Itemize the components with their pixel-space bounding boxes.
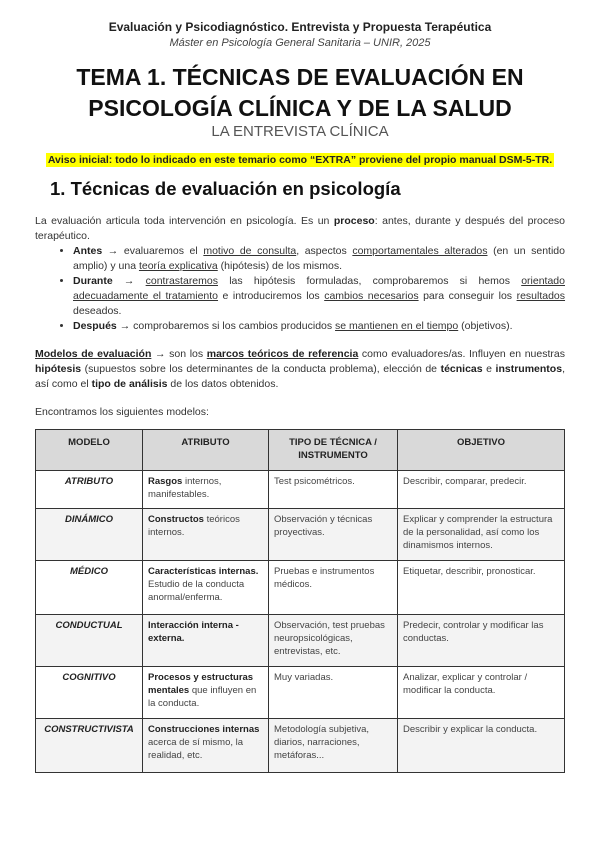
cell-tecnica: Pruebas e instrumentos médicos.	[269, 561, 398, 615]
cell-atributo: Construcciones internas acerca de sí mismo, la realidad, etc.	[143, 719, 269, 773]
column-header: OBJETIVO	[398, 430, 565, 471]
cell-modelo: CONDUCTUAL	[36, 615, 143, 667]
intro-paragraph: La evaluación articula toda intervención en psicología. Es un proceso: antes, durante y después del proceso terapéutico. • Antes → evaluaremos el motivo de consulta, aspectos comportamentales alterados (en un sentido amplio) y una teoría explicativa (hipótesis) de los mismos. • Durante → contrastaremos las hipótesis formuladas, comprobaremos si hemos orientado adecuadamente el tratamiento e introduciremos los cambios necesarios para conseguir los resultados deseados. • Después → comprobaremos si los cambios producidos se mantienen en el tiempo (objetivos).	[35, 214, 565, 334]
column-header: TIPO DE TÉCNICA / INSTRUMENTO	[269, 430, 398, 471]
table-row	[36, 471, 565, 509]
notice-text: Aviso inicial: todo lo indicado en este temario como “EXTRA” proviene del propio manual DSM-5-TR.	[47, 154, 553, 166]
cell-atributo: Constructos teóricos internos.	[143, 509, 269, 561]
table-row	[36, 719, 565, 773]
notice	[0, 154, 600, 166]
title-line-1: TEMA 1. TÉCNICAS DE EVALUACIÓN EN	[76, 64, 524, 90]
list-item: • Durante → contrastaremos las hipótesis formuladas, comprobaremos si hemos orientado adecuadamente el tratamiento e introduciremos los cambios necesarios para conseguir los resultados deseados.	[73, 274, 565, 319]
cell-atributo: Características internas. Estudio de la conducta anormal/enferma.	[143, 561, 269, 615]
cell-objetivo: Analizar, explicar y controlar / modificar la conducta.	[398, 667, 565, 719]
cell-atributo: Interacción interna - externa.	[143, 615, 269, 667]
program-header: Máster en Psicología General Sanitaria – UNIR, 2025	[169, 37, 431, 49]
cell-modelo: ATRIBUTO	[36, 471, 143, 509]
table-intro: Encontramos los siguientes modelos:	[35, 406, 209, 418]
course-header: Evaluación y Psicodiagnóstico. Entrevista y Propuesta Terapéutica	[108, 20, 492, 34]
cell-objetivo: Describir y explicar la conducta.	[398, 719, 565, 773]
cell-atributo: Rasgos internos, manifestables.	[143, 471, 269, 509]
table-row	[36, 667, 565, 719]
models-paragraph: Modelos de evaluación → son los marcos teóricos de referencia como evaluadores/as. Influyen en nuestras hipótesis (supuestos sobre los determinantes de la conducta problema), elección de técnicas e instrumentos, así como el tipo de análisis de los datos obtenidos.	[35, 348, 565, 390]
column-header: ATRIBUTO	[143, 430, 269, 471]
cell-objetivo: Explicar y comprender la estructura de la personalidad, así como los dinamismos internos.	[398, 509, 565, 561]
cell-objetivo: Etiquetar, describir, pronosticar.	[398, 561, 565, 615]
cell-modelo: DINÁMICO	[36, 509, 143, 561]
cell-tecnica: Muy variadas.	[269, 667, 398, 719]
cell-modelo: MÉDICO	[36, 561, 143, 615]
page-title	[0, 62, 600, 124]
section-title: 1. Técnicas de evaluación en psicología	[50, 178, 401, 199]
cell-tecnica: Observación, test pruebas neuropsicológicas, entrevistas, etc.	[269, 615, 398, 667]
list-item: • Después → comprobaremos si los cambios producidos se mantienen en el tiempo (objetivos).	[73, 319, 565, 334]
cell-tecnica: Observación y técnicas proyectivas.	[269, 509, 398, 561]
table-row	[36, 561, 565, 615]
cell-atributo: Procesos y estructuras mentales que influyen en la conducta.	[143, 667, 269, 719]
column-header: MODELO	[36, 430, 143, 471]
cell-tecnica: Test psicométricos.	[269, 471, 398, 509]
table-row	[36, 615, 565, 667]
cell-objetivo: Predecir, controlar y modificar las conductas.	[398, 615, 565, 667]
title-line-2: PSICOLOGÍA CLÍNICA Y DE LA SALUD	[88, 95, 512, 121]
bullet-list	[35, 244, 565, 334]
cell-modelo: COGNITIVO	[36, 667, 143, 719]
cell-tecnica: Metodología subjetiva, diarios, narraciones, metáforas...	[269, 719, 398, 773]
cell-modelo: CONSTRUCTIVISTA	[36, 719, 143, 773]
list-item: • Antes → evaluaremos el motivo de consulta, aspectos comportamentales alterados (en un sentido amplio) y una teoría explicativa (hipótesis) de los mismos.	[73, 244, 565, 274]
cell-objetivo: Describir, comparar, predecir.	[398, 471, 565, 509]
page-subtitle: LA ENTREVISTA CLÍNICA	[211, 123, 389, 140]
models-table	[35, 429, 565, 773]
table-row	[36, 509, 565, 561]
